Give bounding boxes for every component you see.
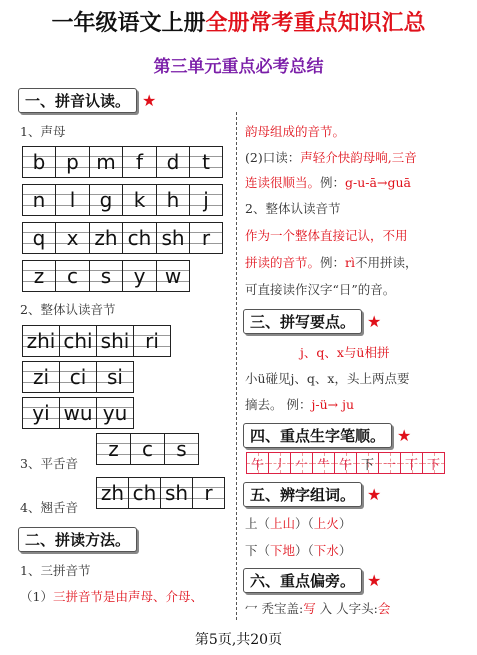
stroke-cell bbox=[422, 452, 445, 474]
sanpin-desc-prefix: （1） bbox=[20, 589, 53, 604]
pinyin-text: ci bbox=[69, 365, 87, 389]
pinyin-cell bbox=[23, 260, 56, 292]
section-2-heading bbox=[18, 527, 137, 552]
right-line-2-red: 声轻介快韵母响,三音 bbox=[300, 150, 417, 165]
stroke-cell bbox=[334, 452, 357, 474]
s3-line-3 bbox=[245, 397, 354, 412]
s5-word: 下水 bbox=[313, 543, 339, 558]
pinyin-cell bbox=[157, 260, 190, 292]
shengmu-label: 1、声母 bbox=[20, 124, 66, 139]
pinyin-cell bbox=[123, 222, 157, 254]
pinyin-text: t bbox=[202, 150, 210, 174]
pinyin-text: s bbox=[176, 437, 187, 461]
star-icon: ★ bbox=[142, 91, 157, 110]
pinyin-text: l bbox=[69, 188, 76, 212]
pinyin-cell bbox=[165, 433, 199, 465]
pinyin-text: x bbox=[66, 226, 79, 250]
pinyin-text: p bbox=[66, 150, 79, 174]
s5-paren: ） bbox=[338, 543, 352, 558]
stroke-cell bbox=[400, 452, 423, 474]
s3-line-2: 小ü碰见j、q、x，头上两点要 bbox=[245, 371, 410, 386]
stroke-order-grid bbox=[246, 452, 444, 474]
stroke-partial: 下 bbox=[426, 457, 440, 473]
right-line-6-example-label: 例： bbox=[320, 255, 346, 270]
pinyin-cell bbox=[23, 325, 60, 357]
stroke-partial: 丿 bbox=[272, 457, 286, 473]
zhengti-row-1 bbox=[22, 325, 171, 357]
qiaoshe-label: 4、翘舌音 bbox=[20, 500, 78, 515]
pinyin-text: r bbox=[204, 481, 213, 505]
sanpin-desc bbox=[20, 589, 203, 604]
pinyin-text: z bbox=[33, 264, 45, 288]
pinyin-text: sh bbox=[161, 226, 185, 250]
pinyin-text: sh bbox=[164, 481, 189, 505]
pinyin-text: shi bbox=[100, 329, 130, 353]
pinyin-cell bbox=[97, 433, 131, 465]
stroke-char: 午 bbox=[338, 457, 352, 473]
section-3-heading bbox=[243, 309, 381, 334]
stroke-cell bbox=[268, 452, 291, 474]
column-divider bbox=[236, 112, 237, 620]
right-line-2-prefix: (2)口读： bbox=[245, 150, 301, 165]
pinyin-cell bbox=[23, 361, 60, 393]
sanpin-label: 1、三拼音节 bbox=[20, 563, 91, 578]
right-line-6-tail: 不用拼读， bbox=[355, 255, 418, 270]
s5-char: 下（ bbox=[245, 543, 271, 558]
pinyin-text: r bbox=[201, 226, 211, 250]
stroke-cell bbox=[312, 452, 335, 474]
pinyin-cell bbox=[123, 260, 157, 292]
pinyin-text: n bbox=[32, 188, 46, 212]
section-5-title: 五、辨字组词。 bbox=[243, 482, 362, 507]
pinyin-cell bbox=[157, 184, 190, 216]
pinyin-text: yi bbox=[32, 401, 50, 425]
pinyin-text: y bbox=[133, 264, 146, 288]
pinyin-text: b bbox=[32, 150, 46, 174]
s3-line-3-prefix: 摘去。 例： bbox=[245, 397, 312, 412]
pinyin-cell bbox=[60, 397, 97, 429]
right-line-6-example: rì bbox=[345, 255, 356, 270]
section-3-title: 三、拼写要点。 bbox=[243, 309, 362, 334]
s5-word: 上火 bbox=[313, 516, 339, 531]
pinyin-text: ch bbox=[132, 481, 157, 505]
title-black-part: 一年级语文上册 bbox=[51, 11, 206, 36]
pinyin-text: c bbox=[142, 437, 153, 461]
pinyin-text: ch bbox=[127, 226, 152, 250]
section-5-heading bbox=[243, 482, 381, 507]
pinyin-text: ri bbox=[145, 329, 159, 353]
right-line-3-red: 连读很顺当。 bbox=[245, 175, 321, 190]
star-icon: ★ bbox=[367, 571, 382, 590]
pinyin-text: f bbox=[135, 150, 144, 174]
s5-paren: ）（ bbox=[295, 516, 314, 531]
pinyin-cell bbox=[97, 477, 129, 509]
pinyin-cell bbox=[131, 433, 165, 465]
pinyin-cell bbox=[193, 477, 225, 509]
zhengti-label: 2、整体认读音节 bbox=[20, 302, 116, 317]
pinyin-cell bbox=[23, 146, 56, 178]
stroke-cell bbox=[246, 452, 269, 474]
pinyin-cell bbox=[23, 222, 56, 254]
pinyin-text: g bbox=[99, 188, 113, 212]
stroke-char: 下 bbox=[360, 457, 374, 473]
right-line-3-example: g-u-ā→guā bbox=[345, 175, 411, 190]
section-1-heading bbox=[18, 88, 156, 113]
pinyin-text: z bbox=[108, 437, 119, 461]
pinyin-cell bbox=[157, 222, 190, 254]
pinyin-text: chi bbox=[63, 329, 93, 353]
star-icon: ★ bbox=[367, 312, 382, 331]
shengmu-row-3 bbox=[22, 222, 223, 254]
shengmu-row-2 bbox=[22, 184, 223, 216]
pinyin-cell bbox=[90, 260, 123, 292]
zhengti-row-3 bbox=[22, 397, 134, 429]
pinyin-text: zhi bbox=[26, 329, 56, 353]
pinyin-cell bbox=[56, 184, 90, 216]
s3-line-1: j、q、x与ü相拼 bbox=[300, 345, 390, 360]
pinyin-cell bbox=[56, 146, 90, 178]
pinyin-text: si bbox=[107, 365, 123, 389]
right-line-7: 可直接读作汉字“日”的音。 bbox=[245, 282, 396, 297]
pinyin-text: w bbox=[164, 264, 182, 288]
shengmu-row-4 bbox=[22, 260, 190, 292]
s6-example-2: 会 bbox=[377, 601, 391, 616]
pinyin-text: d bbox=[166, 150, 180, 174]
s5-line-1 bbox=[245, 516, 351, 531]
pinyin-cell bbox=[123, 184, 157, 216]
right-line-5: 作为一个整体直接记认，不用 bbox=[245, 228, 408, 243]
page-title bbox=[0, 6, 477, 37]
s5-line-2 bbox=[245, 543, 351, 558]
pinyin-text: s bbox=[100, 264, 112, 288]
right-line-3 bbox=[245, 175, 411, 190]
pinyin-cell bbox=[161, 477, 193, 509]
stroke-partial: 一 bbox=[382, 457, 396, 473]
s5-word: 上山 bbox=[270, 516, 296, 531]
pinyin-text: k bbox=[133, 188, 146, 212]
right-line-3-example-label: 例： bbox=[320, 175, 346, 190]
stroke-cell bbox=[290, 452, 313, 474]
page-subtitle: 第三单元重点必考总结 bbox=[153, 57, 324, 77]
s6-radical-2: 入 人字头: bbox=[315, 601, 378, 616]
shengmu-row-1 bbox=[22, 146, 223, 178]
zhengti-row-2 bbox=[22, 361, 134, 393]
stroke-cell bbox=[378, 452, 401, 474]
qiaoshe-row bbox=[96, 477, 225, 509]
pinyin-cell bbox=[190, 184, 223, 216]
section-6-heading bbox=[243, 568, 381, 593]
s3-line-3-example: j-ü→ ju bbox=[311, 397, 355, 412]
pinyin-cell bbox=[23, 397, 60, 429]
s5-paren: ） bbox=[338, 516, 352, 531]
pinyin-cell bbox=[123, 146, 157, 178]
pinyin-text: q bbox=[32, 226, 46, 250]
stroke-cell bbox=[356, 452, 379, 474]
section-6-title: 六、重点偏旁。 bbox=[243, 568, 362, 593]
section-4-title: 四、重点生字笔顺。 bbox=[243, 423, 392, 448]
pinyin-cell bbox=[97, 361, 134, 393]
pinyin-cell bbox=[97, 325, 134, 357]
pinyin-cell bbox=[134, 325, 171, 357]
right-line-2 bbox=[245, 150, 417, 165]
stroke-partial: 𠂉 bbox=[294, 457, 308, 473]
star-icon: ★ bbox=[367, 485, 382, 504]
pinyin-text: j bbox=[203, 188, 209, 212]
pinyin-cell bbox=[129, 477, 161, 509]
pinyin-text: zh bbox=[94, 226, 118, 250]
pinyin-cell bbox=[157, 146, 190, 178]
pinyin-cell bbox=[97, 397, 134, 429]
pinyin-cell bbox=[56, 222, 90, 254]
pinyin-text: c bbox=[67, 264, 78, 288]
pingshe-label: 3、平舌音 bbox=[20, 456, 78, 471]
pinyin-cell bbox=[90, 222, 123, 254]
right-line-1: 韵母组成的音节。 bbox=[245, 124, 346, 139]
section-2-title: 二、拼读方法。 bbox=[18, 527, 137, 552]
pinyin-cell bbox=[190, 222, 223, 254]
pinyin-cell bbox=[23, 184, 56, 216]
section-4-heading bbox=[243, 423, 411, 448]
pinyin-text: zi bbox=[32, 365, 50, 389]
section-1-title: 一、拼音认读。 bbox=[18, 88, 137, 113]
s6-radical-1: 冖 秃宝盖: bbox=[245, 601, 304, 616]
s6-example-1: 写 bbox=[303, 601, 316, 616]
stroke-char: 午 bbox=[250, 457, 264, 473]
s5-paren: ）（ bbox=[295, 543, 314, 558]
pinyin-cell bbox=[56, 260, 90, 292]
pinyin-text: zh bbox=[100, 481, 125, 505]
page-number: 第5页,共20页 bbox=[194, 632, 283, 648]
star-icon: ★ bbox=[397, 426, 412, 445]
right-line-4: 2、整体认读音节 bbox=[245, 201, 341, 216]
pinyin-text: yu bbox=[102, 401, 128, 425]
pinyin-cell bbox=[60, 361, 97, 393]
stroke-partial: 丅 bbox=[404, 457, 418, 473]
s5-word: 下地 bbox=[270, 543, 296, 558]
right-line-6-red: 拼读的音节。 bbox=[245, 255, 321, 270]
s6-line bbox=[245, 601, 390, 616]
pinyin-text: m bbox=[96, 150, 116, 174]
title-red-part: 全册常考重点知识汇总 bbox=[205, 11, 426, 36]
sanpin-desc-red: 三拼音节是由声母、介母、 bbox=[52, 589, 203, 604]
s5-char: 上（ bbox=[245, 516, 271, 531]
pinyin-text: wu bbox=[63, 401, 93, 425]
pingshe-row bbox=[96, 433, 199, 465]
pinyin-cell bbox=[190, 146, 223, 178]
stroke-partial: ⺧ bbox=[316, 457, 330, 473]
pinyin-cell bbox=[60, 325, 97, 357]
pinyin-text: h bbox=[166, 188, 180, 212]
right-line-6 bbox=[245, 255, 418, 270]
pinyin-cell bbox=[90, 184, 123, 216]
pinyin-cell bbox=[90, 146, 123, 178]
